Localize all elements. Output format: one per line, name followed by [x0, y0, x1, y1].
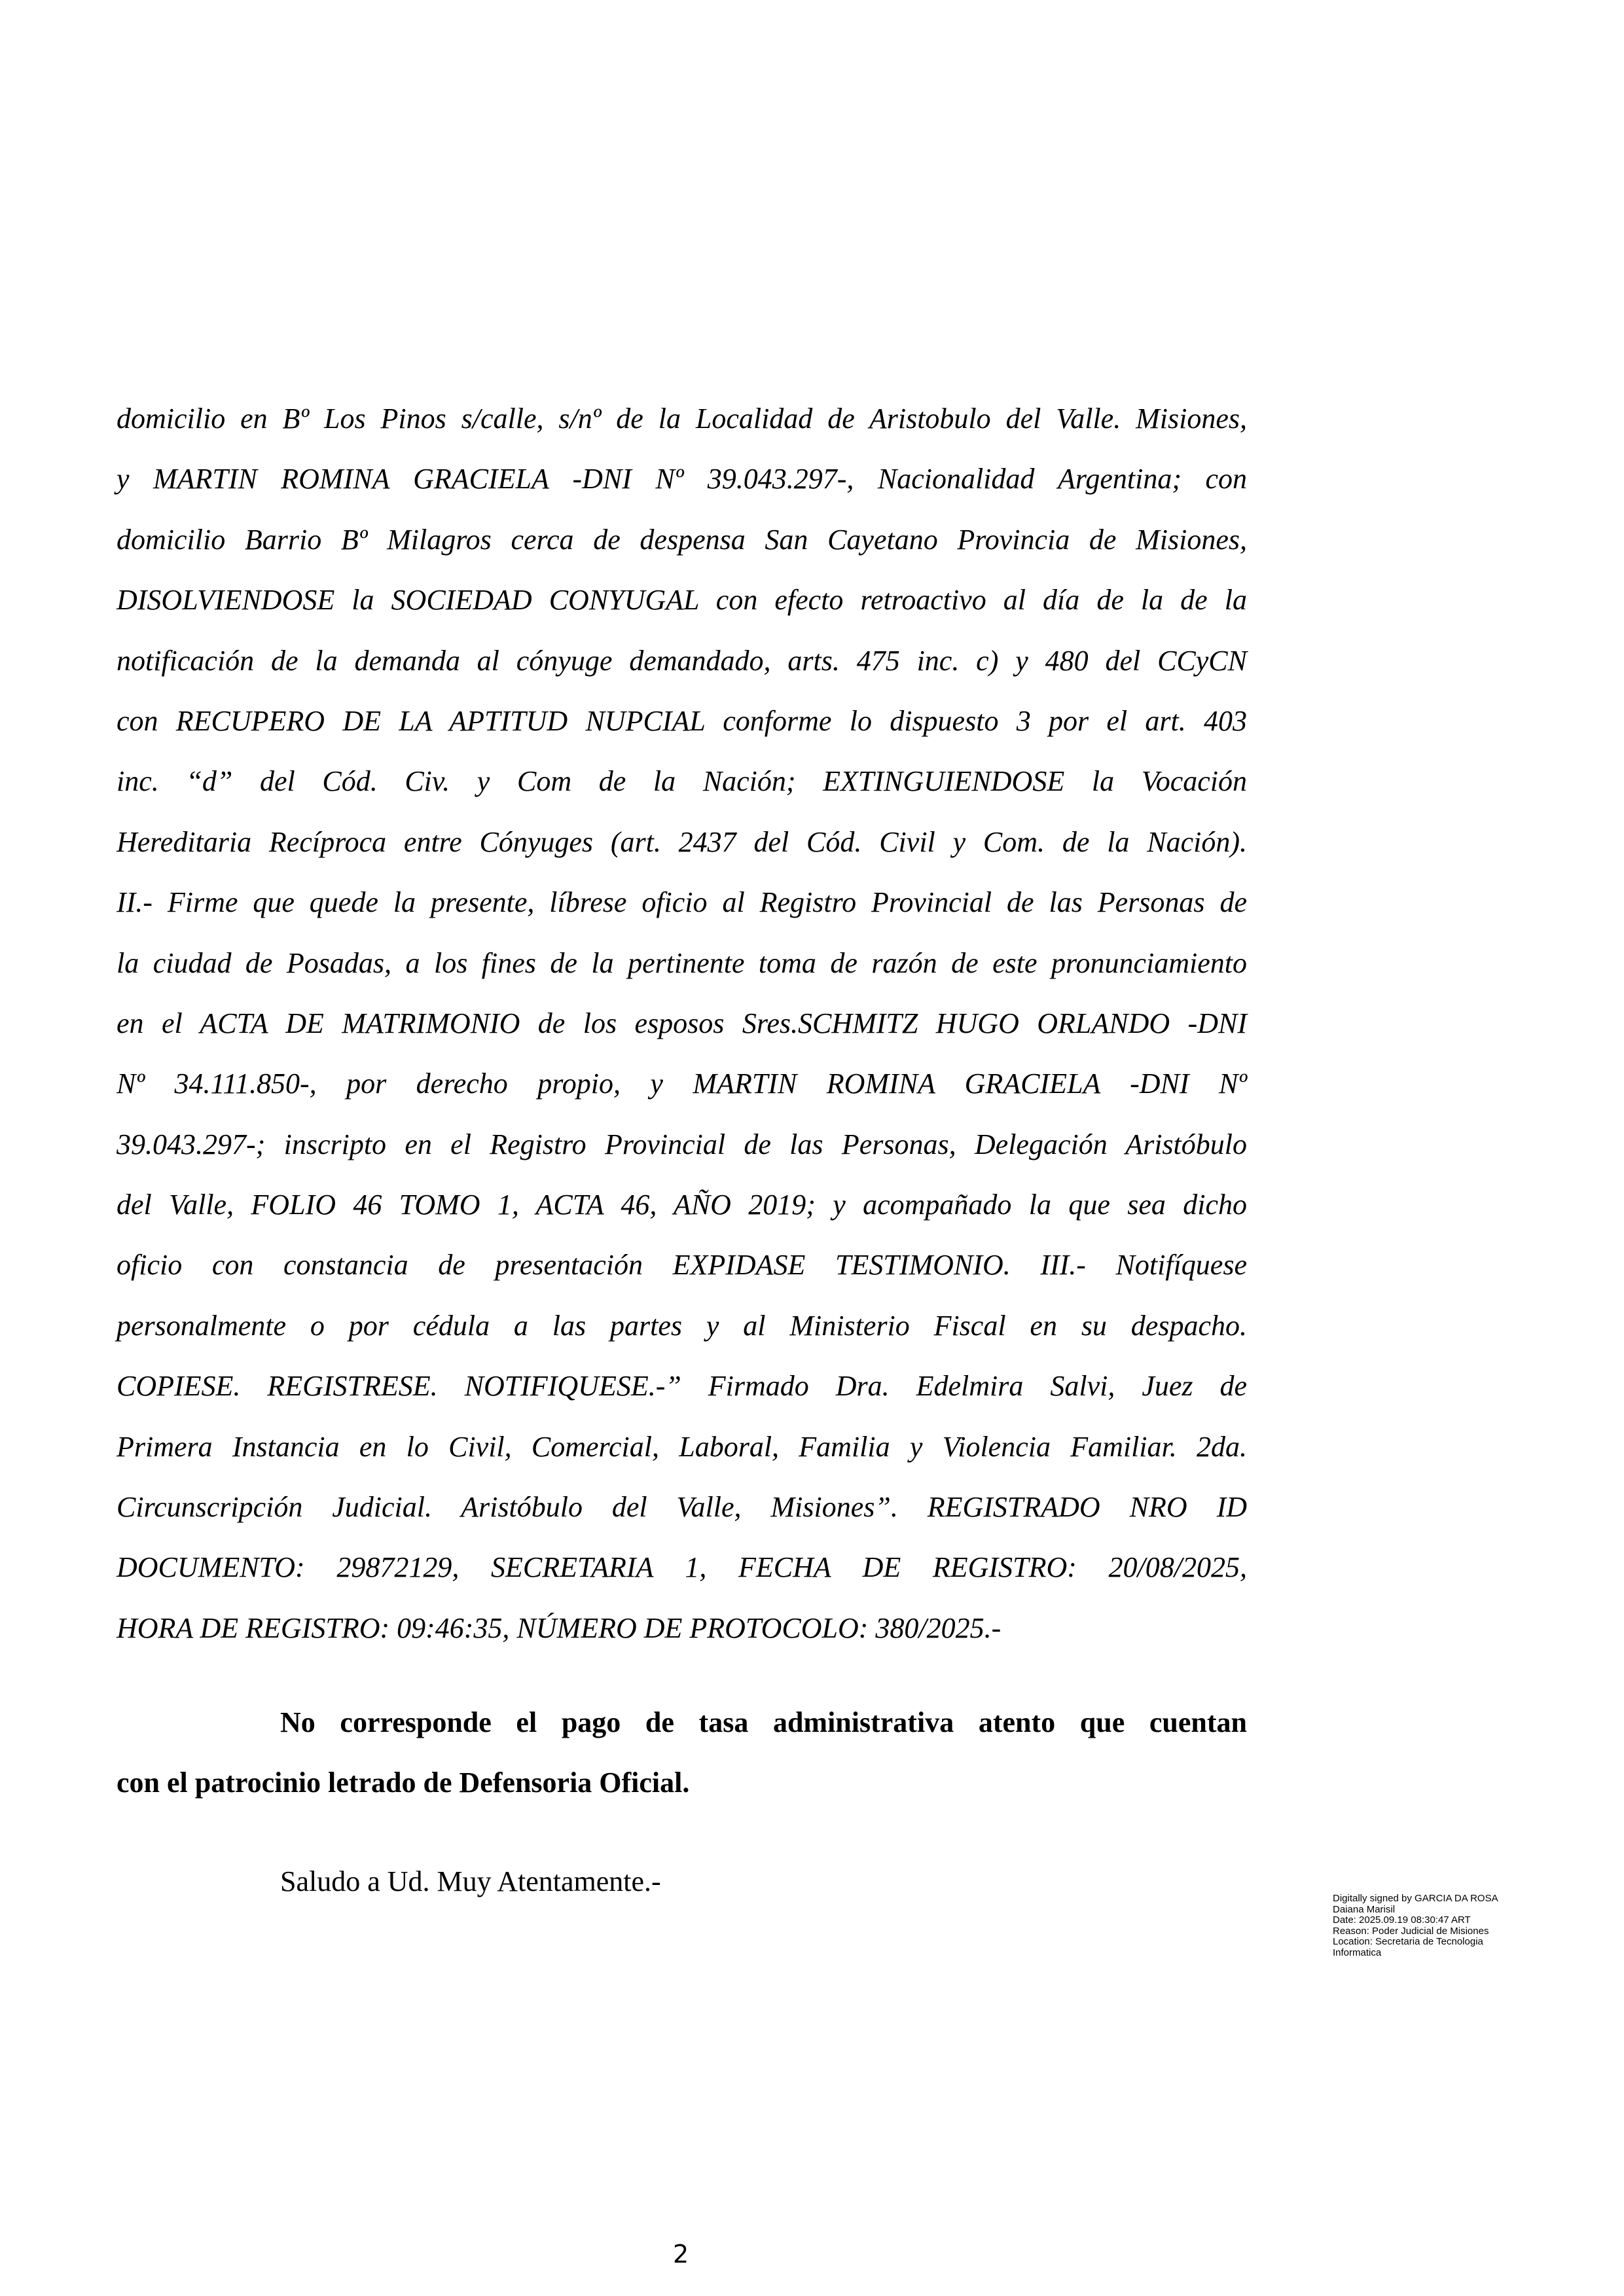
text-line: DOCUMENTO: 29872129, SECRETARIA 1, FECHA DE REGISTRO: 20/08/2025, [117, 1551, 1247, 1584]
text-line: y MARTIN ROMINA GRACIELA -DNI Nº 39.043.297-, Nacionalidad Argentina; con [117, 463, 1247, 495]
text-line: Circunscripción Judicial. Aristóbulo del Valle, Misiones”. REGISTRADO NRO ID [117, 1491, 1247, 1524]
text-line: oficio con constancia de presentación EXPIDASE TESTIMONIO. III.- Notifíquese [117, 1249, 1247, 1282]
text-line: notificación de la demanda al cónyuge demandado, arts. 475 inc. c) y 480 del CCyCN [117, 644, 1247, 677]
text-line: II.- Firme que quede la presente, líbrese oficio al Registro Provincial de las Personas de [117, 886, 1247, 919]
text-line: la ciudad de Posadas, a los fines de la pertinente toma de razón de este pronunciamiento [117, 946, 1247, 979]
resolution-paragraph [117, 389, 1247, 1659]
digital-signature-stamp [1333, 1893, 1498, 1958]
text-line: domicilio en Bº Los Pinos s/calle, s/nº de la Localidad de Aristobulo del Valle. Misiones, [117, 403, 1247, 435]
signature-line: Informatica [1333, 1946, 1382, 1958]
signature-line: Daiana Marisil [1333, 1903, 1396, 1915]
closing-salutation: Saludo a Ud. Muy Atentamente.- [280, 1865, 661, 1897]
text-line: domicilio Barrio Bº Milagros cerca de despensa San Cayetano Provincia de Misiones, [117, 523, 1247, 556]
text-line: inc. “d” del Cód. Civ. y Com de la Nación; EXTINGUIENDOSE la Vocación [117, 765, 1247, 798]
text-line: en el ACTA DE MATRIMONIO de los esposos Sres.SCHMITZ HUGO ORLANDO -DNI [117, 1007, 1247, 1039]
signature-line: Date: 2025.09.19 08:30:47 ART [1333, 1914, 1471, 1926]
text-line: DISOLVIENDOSE la SOCIEDAD CONYUGAL con efecto retroactivo al día de la de la [117, 584, 1247, 617]
signature-line: Location: Secretaria de Tecnologia [1333, 1936, 1483, 1947]
text-line: con RECUPERO DE LA APTITUD NUPCIAL conforme lo dispuesto 3 por el art. 403 [117, 704, 1247, 737]
text-line: No corresponde el pago de tasa administrativa atento que cuentan [280, 1706, 1247, 1738]
signature-line: Reason: Poder Judicial de Misiones [1333, 1925, 1489, 1937]
fee-note-paragraph [117, 1693, 1247, 1814]
text-line: COPIESE. REGISTRESE. NOTIFIQUESE.-” Firmado Dra. Edelmira Salvi, Juez de [117, 1370, 1247, 1403]
text-line: personalmente o por cédula a las partes y al Ministerio Fiscal en su despacho. [117, 1309, 1247, 1342]
signature-line: Digitally signed by GARCIA DA ROSA [1333, 1893, 1498, 1904]
text-line: 39.043.297-; inscripto en el Registro Provincial de las Personas, Delegación Aristóbulo [117, 1128, 1247, 1160]
text-line: con el patrocinio letrado de Defensoria Oficial. [117, 1767, 690, 1799]
text-line: Hereditaria Recíproca entre Cónyuges (art. 2437 del Cód. Civil y Com. de la Nación). [117, 825, 1247, 858]
text-line: Primera Instancia en lo Civil, Comercial, Laboral, Familia y Violencia Familiar. 2da. [117, 1430, 1247, 1463]
text-line: Nº 34.111.850-, por derecho propio, y MARTIN ROMINA GRACIELA -DNI Nº [117, 1067, 1247, 1100]
page-number: 2 [673, 2240, 689, 2269]
text-line: del Valle, FOLIO 46 TOMO 1, ACTA 46, AÑO 2019; y acompañado la que sea dicho [117, 1189, 1247, 1221]
text-line: HORA DE REGISTRO: 09:46:35, NÚMERO DE PROTOCOLO: 380/2025.- [117, 1611, 1001, 1644]
